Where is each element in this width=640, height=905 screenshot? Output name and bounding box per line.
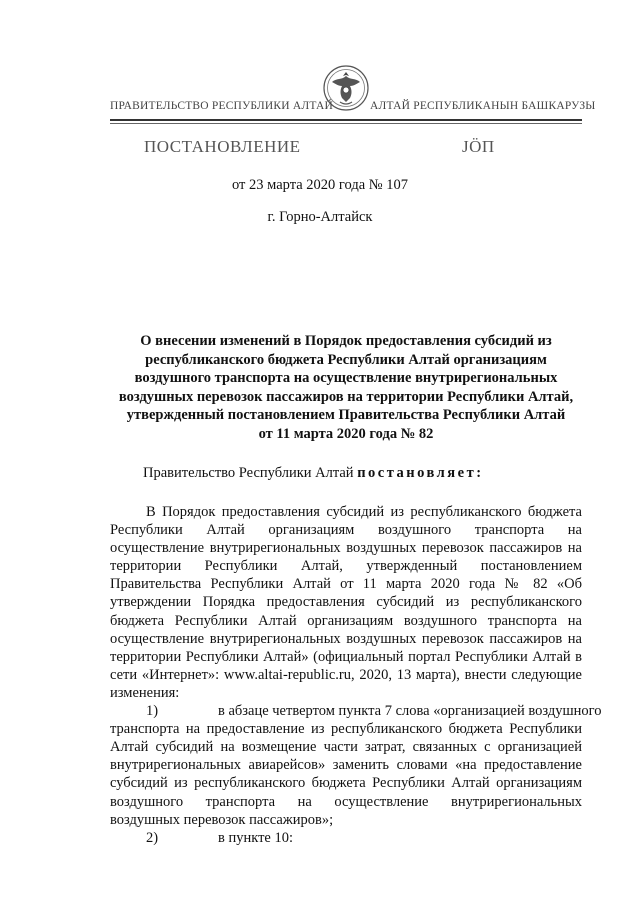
title-line: воздушных перевозок пассажиров на территории Республики Алтай, [118,388,574,405]
body-line: воздушных перевозок пассажиров»; [110,811,334,828]
body-line: осуществление внутрирегиональных воздушных перевозок пассажиров на [110,630,582,647]
title-line: утвержденный постановлением Правительства Республики Алтай [126,407,566,423]
doc-type-altai: ЈӦП [462,137,495,156]
body-line: утверждении Порядка предоставления субсидий из республиканского [110,594,582,611]
document-city: г. Горно-Алтайск [267,209,373,225]
government-name-altai: АЛТАЙ РЕСПУБЛИКАНЫН БАШКАРУЗЫ [370,100,596,112]
body-line: территории Республики Алтай, утвержденный постановлением [110,558,582,575]
body-line: бюджета Республики Алтай организациям воздушного транспорта на [110,612,582,629]
body-line: изменения: [110,684,180,701]
body-line: внутрирегиональных авиарейсов» заменить словами «на предоставление [110,757,582,774]
list-item-number: 1) [146,703,159,720]
government-name-russian: ПРАВИТЕЛЬСТВО РЕСПУБЛИКИ АЛТАЙ [110,100,334,112]
body-line: транспорта на предоставление из республиканского бюджета Республики [110,721,582,738]
resolve-word: постановляет: [357,465,484,481]
document-body [110,503,602,847]
header-divider-thin [110,123,582,124]
header-divider-thick [110,119,582,121]
list-item [110,702,602,720]
list-item-text: в абзаце четвертом пункта 7 слова «организацией воздушного [218,703,602,720]
title-line: О внесении изменений в Порядок предоставления субсидий из [140,333,552,349]
list-item [110,829,582,847]
document-date-number: от 23 марта 2020 года № 107 [232,177,408,193]
body-line: сети «Интернет»: www.altai-republic.ru, 2020, 13 марта), внести следующие [110,666,582,683]
title-line: от 11 марта 2020 года № 82 [258,425,434,442]
list-item-text: в пункте 10: [218,829,294,846]
body-line: В Порядок предоставления субсидий из республиканского бюджета [146,504,582,520]
title-line: республиканского бюджета Республики Алтай организациям [145,351,547,368]
document-title [110,332,582,443]
body-line: территории Республики Алтай» (официальный портал Республики Алтай в [110,648,582,665]
body-line: Алтай субсидий на возмещение части затрат, связанных с организацией [110,739,582,756]
body-line: воздушного транспорта на осуществление внутрирегиональных [110,793,582,810]
resolve-statement [143,465,484,482]
body-line: Правительства Республики Алтай от 11 марта 2020 года № 82 «Об [110,576,582,593]
title-line: воздушного транспорта на осуществление внутрирегиональных [134,370,558,386]
list-item-number: 2) [146,829,159,846]
body-line: субсидий из республиканского бюджета Республики Алтай организациям [110,775,582,792]
doc-type-russian: ПОСТАНОВЛЕНИЕ [144,137,301,156]
body-line: Республики Алтай организациям воздушного транспорта на [110,522,582,539]
body-line: осуществление внутрирегиональных воздушных перевозок пассажиров на [110,540,582,557]
resolve-prefix: Правительство Республики Алтай [143,465,354,481]
